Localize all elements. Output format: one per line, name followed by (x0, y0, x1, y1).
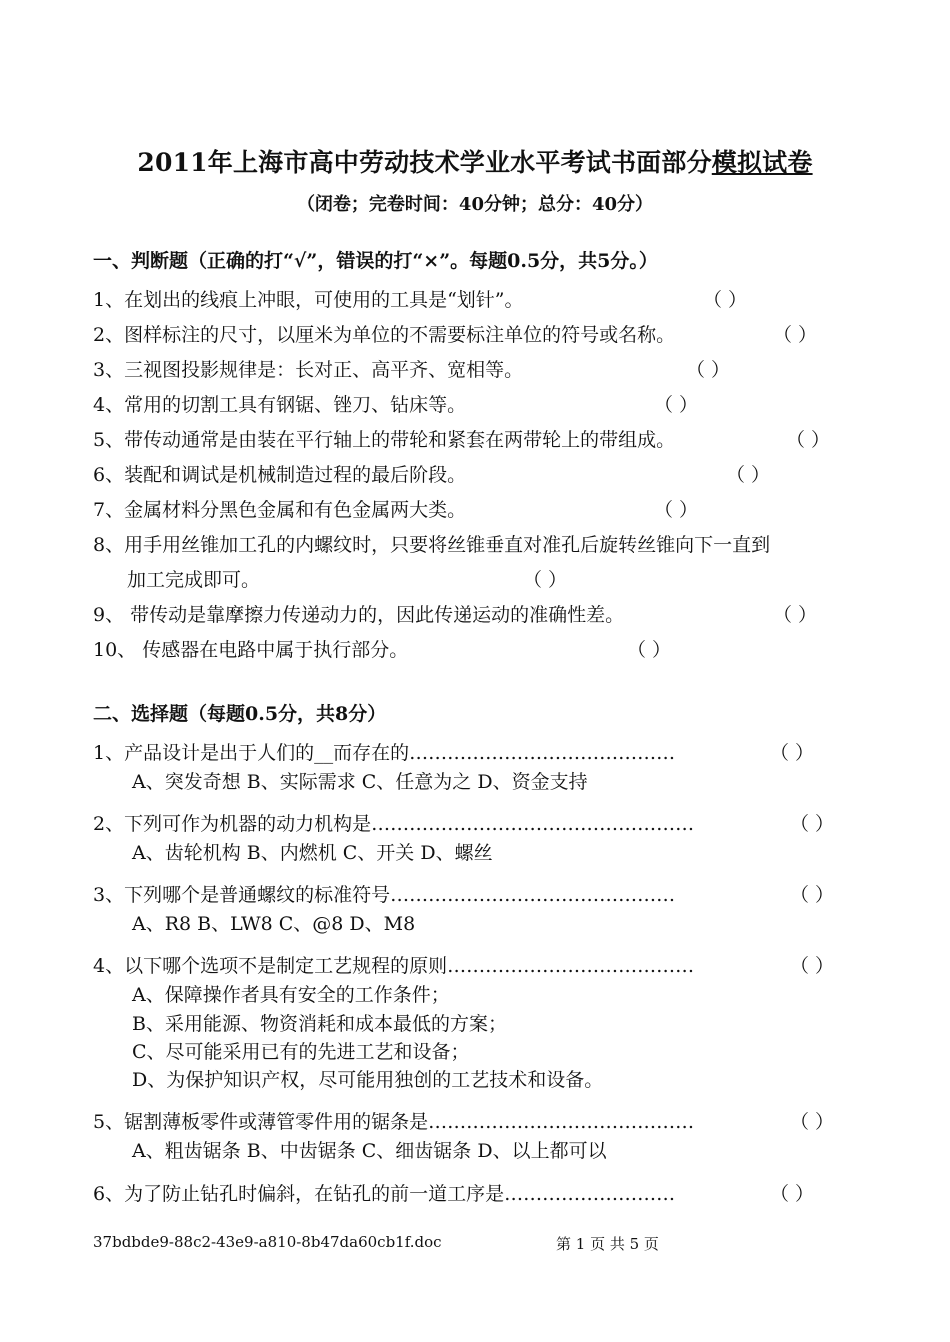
tf-question-5: 5、带传动通常是由装在平行轴上的带轮和紧套在两带轮上的带组成。 (93, 429, 676, 451)
tf-question-3: 3、三视图投影规律是：长对正、高平齐、宽相等。 (93, 359, 524, 381)
mc-question-5: 5、锯割薄板零件或薄管零件用的锯条是…………………………………… (93, 1111, 695, 1133)
mc-question-3: 3、下列哪个是普通螺纹的标准符号……………………………………… (93, 884, 676, 906)
tf-question-1: 1、在划出的线痕上冲眼，可使用的工具是“划针”。 (93, 289, 524, 311)
tf-question-8: 8、用手用丝锥加工孔的内螺纹时，只要将丝锥垂直对准孔后旋转丝锥向下一直到 (93, 534, 771, 556)
mc-options-1: A、突发奇想 B、实际需求 C、任意为之 D、资金支持 (132, 771, 588, 793)
tf-question-8-continued: 加工完成即可。 (127, 569, 261, 591)
tf-answer-1[interactable]: （ ） (703, 289, 748, 311)
footer-filename: 37bdbde9-88c2-43e9-a810-8b47da60cb1f.doc (93, 1233, 442, 1251)
tf-question-9: 9、 带传动是靠摩擦力传递动力的，因此传递运动的准确性差。 (93, 604, 625, 626)
title-main: 2011年上海市高中劳动技术学业水平考试书面部分 (137, 148, 712, 177)
tf-answer-6[interactable]: （ ） (726, 464, 771, 486)
section2-heading: 二、选择题（每题0.5分，共8分） (93, 703, 387, 725)
document-title (0, 143, 950, 179)
mc-answer-1[interactable]: （ ） (770, 742, 815, 764)
footer-page-info: 第 1 页 共 5 页 (556, 1235, 659, 1253)
tf-question-4: 4、常用的切割工具有钢锯、锉刀、钻床等。 (93, 394, 467, 416)
tf-answer-7[interactable]: （ ） (654, 499, 699, 521)
title-underlined: 模拟试卷 (711, 148, 813, 177)
tf-question-2: 2、图样标注的尺寸，以厘米为单位的不需要标注单位的符号或名称。 (93, 324, 676, 346)
mc-options-2: A、齿轮机构 B、内燃机 C、开关 D、螺丝 (132, 842, 493, 864)
tf-question-7: 7、金属材料分黑色金属和有色金属两大类。 (93, 499, 467, 521)
tf-answer-2[interactable]: （ ） (773, 324, 818, 346)
mc-answer-2[interactable]: （ ） (790, 813, 835, 835)
tf-question-6: 6、装配和调试是机械制造过程的最后阶段。 (93, 464, 467, 486)
tf-question-10: 10、 传感器在电路中属于执行部分。 (93, 639, 409, 661)
mc-option-4d: D、为保护知识产权，尽可能用独创的工艺技术和设备。 (132, 1069, 604, 1091)
mc-options-5: A、粗齿锯条 B、中齿锯条 C、细齿锯条 D、以上都可以 (132, 1140, 607, 1162)
tf-answer-8[interactable]: （ ） (523, 569, 568, 591)
section1-heading: 一、判断题（正确的打“√”，错误的打“×”。每题0.5分，共5分。） (93, 250, 658, 272)
mc-question-1: 1、产品设计是出于人们的__而存在的…………………………………… (93, 742, 676, 764)
mc-answer-5[interactable]: （ ） (790, 1111, 835, 1133)
tf-answer-9[interactable]: （ ） (773, 604, 818, 626)
mc-option-4a: A、保障操作者具有安全的工作条件； (132, 984, 450, 1006)
mc-options-3: A、R8 B、LW8 C、@8 D、M8 (132, 913, 416, 935)
mc-answer-4[interactable]: （ ） (790, 955, 835, 977)
document-subtitle: （闭卷；完卷时间：40分钟；总分：40分） (296, 194, 654, 215)
tf-answer-5[interactable]: （ ） (786, 429, 831, 451)
mc-option-4c: C、尽可能采用已有的先进工艺和设备； (132, 1041, 470, 1063)
tf-answer-3[interactable]: （ ） (686, 359, 731, 381)
mc-question-6: 6、为了防止钻孔时偏斜，在钻孔的前一道工序是……………………… (93, 1183, 676, 1205)
mc-question-4: 4、以下哪个选项不是制定工艺规程的原则………………………………… (93, 955, 695, 977)
tf-answer-4[interactable]: （ ） (654, 394, 699, 416)
mc-answer-3[interactable]: （ ） (790, 884, 835, 906)
mc-answer-6[interactable]: （ ） (770, 1183, 815, 1205)
mc-option-4b: B、采用能源、物资消耗和成本最低的方案； (132, 1013, 507, 1035)
tf-answer-10[interactable]: （ ） (627, 639, 672, 661)
mc-question-2: 2、下列可作为机器的动力机构是…………………………………………… (93, 813, 695, 835)
